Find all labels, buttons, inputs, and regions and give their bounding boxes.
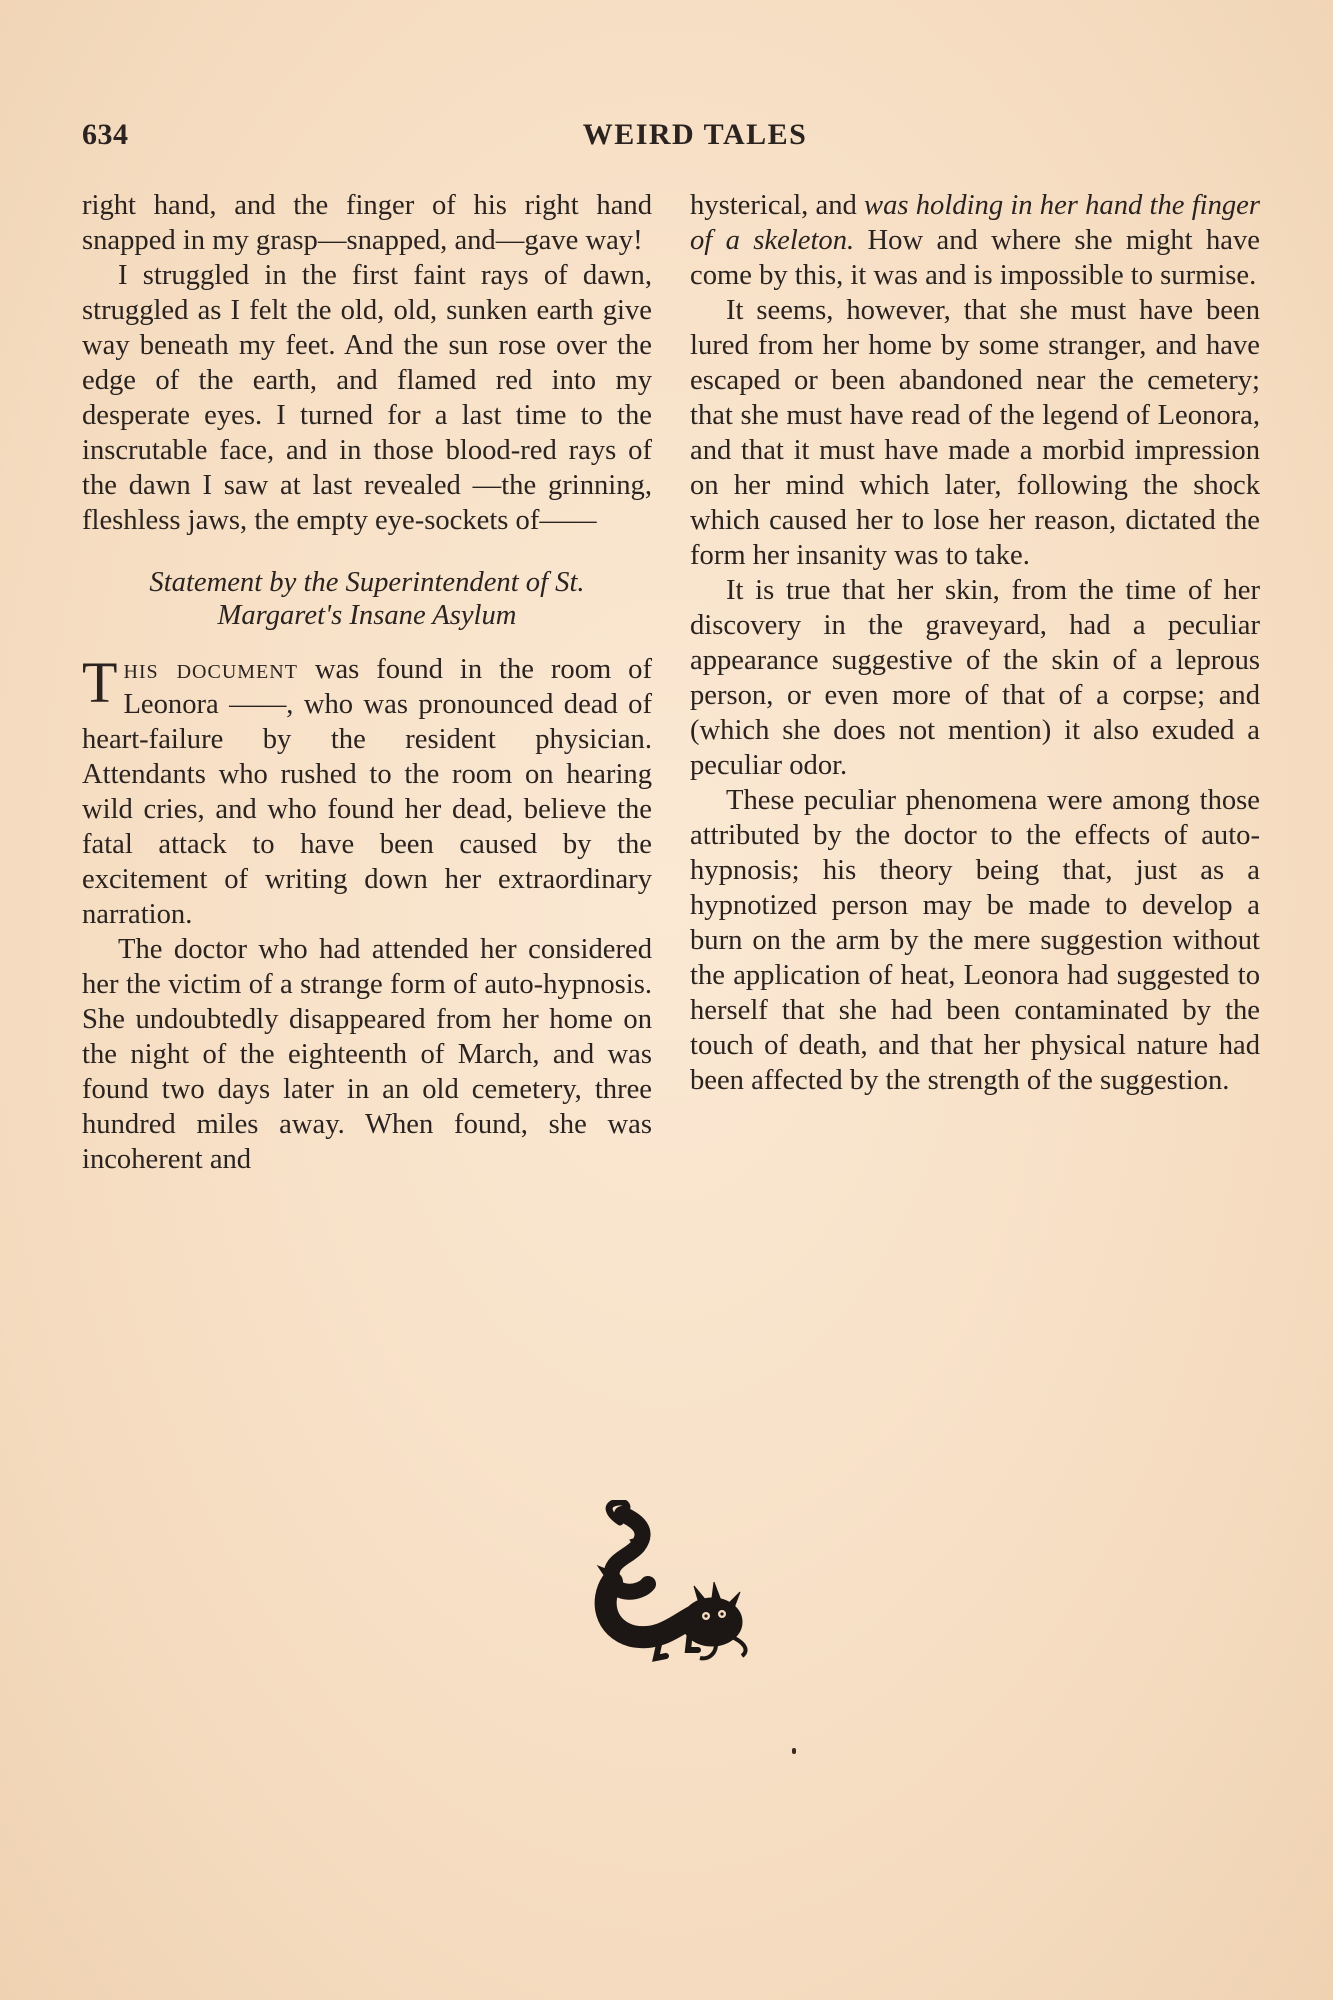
paragraph: right hand, and the finger of his right hand snapped in my grasp—snapped, and—gave way!	[82, 190, 652, 256]
section-heading	[82, 566, 652, 632]
paragraph: It is true that her skin, from the time of her discovery in the graveyard, had a peculiar appearance suggestive of the skin of a leprous person, or even more of that of a corpse; and (which she does not mention) it also exuded a peculiar odor.	[690, 575, 1260, 781]
small-caps-lead: his document	[123, 654, 298, 685]
paragraph-text: How and where she might have come by this, it was and is impossible to surmise.	[690, 225, 1260, 291]
paragraph-text: hysterical, and	[690, 190, 865, 221]
left-column	[82, 188, 652, 1177]
heading-line: Statement by the Superintendent of St.	[149, 567, 585, 598]
dragon-icon	[590, 1500, 760, 1670]
paragraph-text: was found in the room of Leonora ——, who was pronounced dead of heart-failure by the resident physician. Attendants who rushed to the room on hearing wild cries, and who found her dead, believe the fatal attack to have been caused by the excitement of writing down her extraordinary narration.	[82, 654, 652, 930]
italic-text: was holding in her hand the finger of a skeleton.	[690, 190, 1260, 256]
magazine-title: WEIRD TALES	[582, 118, 808, 151]
drop-cap: T	[82, 650, 118, 715]
heading-line: Margaret's Insane Asylum	[217, 600, 517, 631]
paragraph: The doctor who had attended her considered her the victim of a strange form of auto-hypnosis. She undoubtedly disappeared from her home on the night of the eighteenth of March, and was found two days later in an old cemetery, three hundred miles away. When found, she was incoherent and	[82, 934, 652, 1175]
page-number: 634	[82, 118, 129, 151]
paragraph: These peculiar phenomena were among those attributed by the doctor to the effects of auto-hypnosis; his theory being that, just as a hypnotized person may be made to develop a burn on the arm by the mere suggestion without the application of heat, Leonora had suggested to herself that she had been contaminated by the touch of death, and that her physical nature had been affected by the strength of the suggestion.	[690, 785, 1260, 1096]
right-column	[690, 188, 1260, 1098]
print-speck	[792, 1748, 796, 1754]
paragraph: I struggled in the first faint rays of dawn, struggled as I felt the old, old, sunken earth give way beneath my feet. And the sun rose over the edge of the earth, and flamed red into my desperate eyes. I turned for a last time to the inscrutable face, and in those blood-red rays of the dawn I saw at last revealed —the grinning, fleshless jaws, the empty eye-sockets of——	[82, 260, 652, 536]
paragraph	[690, 188, 1260, 293]
paragraph	[82, 652, 652, 932]
page-header	[80, 118, 1260, 158]
paragraph: It seems, however, that she must have been lured from her home by some stranger, and have escaped or been abandoned near the cemetery; that she must have read of the legend of Leonora, and that it must have made a morbid impression on her mind which later, following the shock which caused her to lose her reason, dictated the form her insanity was to take.	[690, 295, 1260, 571]
